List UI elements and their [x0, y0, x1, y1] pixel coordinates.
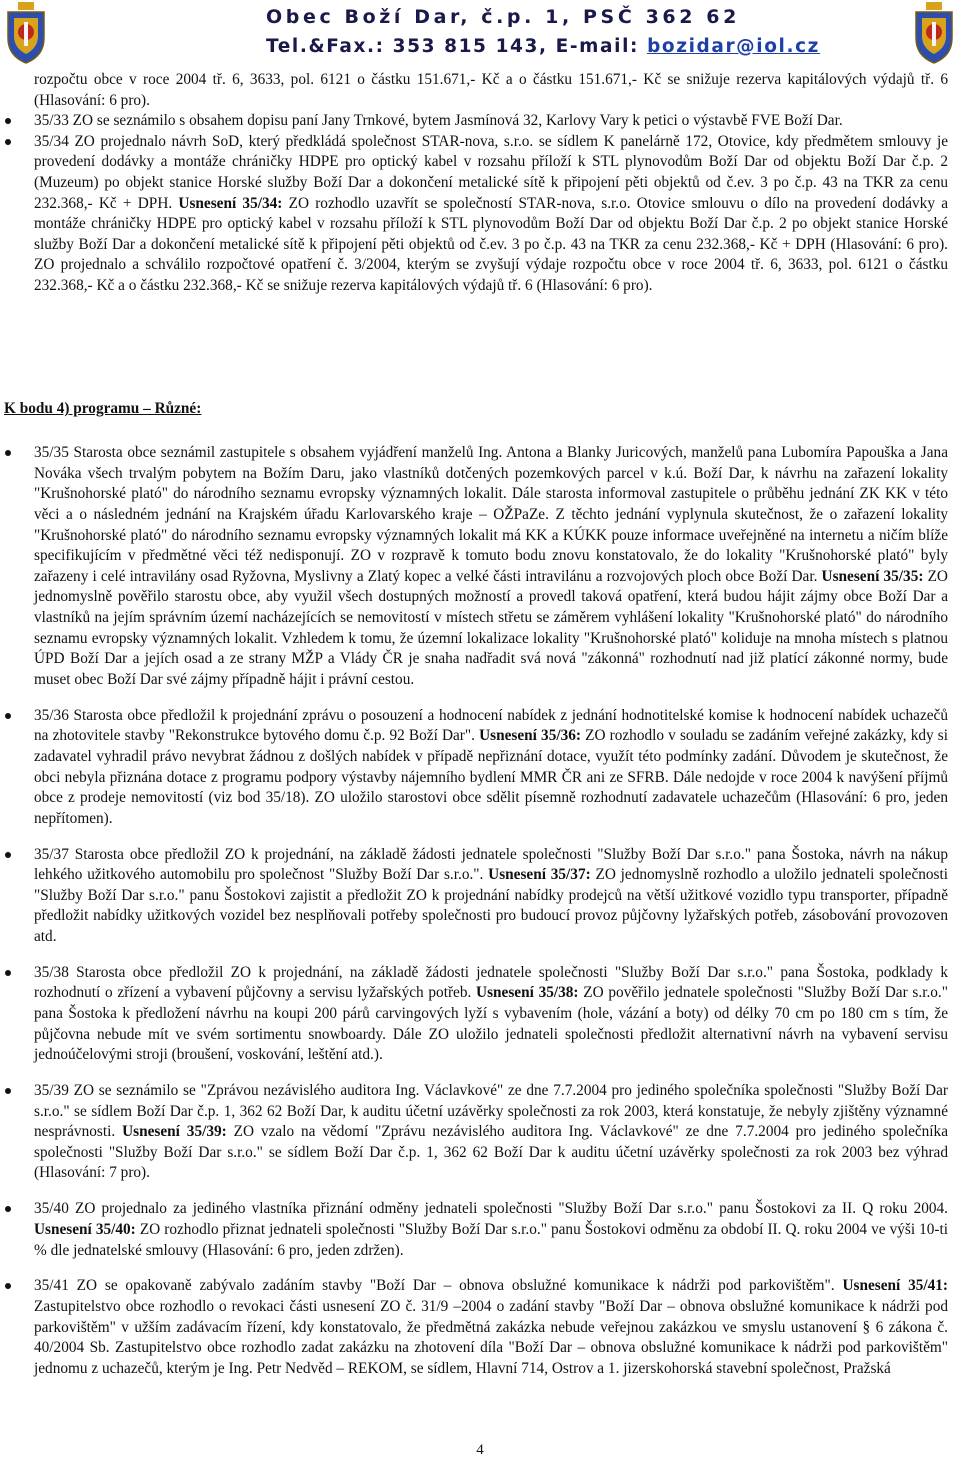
item-body: ZO pověřilo jednatele společnosti "Služby Boží Dar s.r.o." pana Šostoka k předložení návrhu na koupi 200 párů carvingových lyží s vybavením (hole, vázání a boty) od délky 70 cm po 180 cm s tím, že půjčovna nebude mít ve svém sortimentu snowboardy. Dále ZO uložilo jednateli společnosti předložit alternativní návrh na vybavení servisu jednoúčelovými stroji (broušení, voskování, leštění atd.).	[34, 984, 949, 1064]
list-item	[34, 706, 948, 830]
resolution-label: Usnesení 35/36:	[479, 727, 581, 745]
resolution-label: Usnesení 35/39:	[122, 1123, 227, 1141]
item-text	[34, 1081, 948, 1184]
item-body: ZO rozhodlo uzavřít se společností STAR-nova, s.r.o. Otovice smlouvu o dílo na provedení dodávky a montáže chráničky HDPE pro optický kabel v rozsahu příloží k STL plynovodům Boží Dar od objektu Boží Dar č.p. 2 po objekt stanice Horské služby Boží Dar a dokončení metalické sítě k připojení pěti objektů od č.ev. 3 po č.p. 43 na TKR za cenu 232.368,- Kč + DPH (Hlasování: 6 pro). ZO projednalo a schválilo rozpočtové opatření č. 3/2004, kterým se zvyšují výdaje rozpočtu obce v roce 2004 tř. 6, 3633, pol. 6121 o částku 232.368,- Kč a o částku 232.368,- Kč se snižuje rezerva kapitálových výdajů tř. 6 (Hlasování: 6 pro).	[34, 194, 948, 294]
section-heading: K bodu 4) programu – Různé:	[4, 400, 202, 417]
item-body: 35/37 Starosta obce předložil ZO k projednání, na základě žádosti jednatele společnosti "Služby Boží Dar s.r.o." pana Šostoka, návrh na nákup lehkého užitkového automobilu pro společnost "Služby Boží Dar s.r.o.".	[34, 845, 948, 884]
bullet-icon	[5, 1283, 11, 1289]
item-body: 35/39 ZO se seznámilo se "Zprávou nezávislého auditora Ing. Václavkové" ze dne 7.7.2004 pro jediného společníka společnosti "Služby Boží Dar s.r.o." se sídlem Boží Dar č.p. 1, 362 62 Boží Dar, k auditu účetní uzávěrky společnosti za rok 2003, která konstatuje, že nebyly zjištěny významné nesprávnosti.	[34, 1082, 948, 1141]
resolution-label: Usnesení 35/40:	[34, 1220, 136, 1238]
item-text	[34, 845, 948, 948]
item-text	[34, 706, 948, 830]
item-text	[34, 132, 948, 297]
list-item	[34, 1276, 948, 1379]
bullet-icon	[5, 1206, 11, 1212]
continuation-paragraph: rozpočtu obce v roce 2004 tř. 6, 3633, pol. 6121 o částku 151.671,- Kč a o částku 151.671,- Kč se snižuje rezerva kapitálových výdajů tř. 6 (Hlasování: 6 pro).	[34, 71, 948, 109]
list-item	[34, 1081, 948, 1184]
letterhead	[0, 0, 960, 66]
resolution-label: Usnesení 35/41:	[842, 1277, 949, 1295]
municipal-crest-icon	[912, 2, 956, 64]
resolution-label: Usnesení 35/34:	[178, 194, 283, 212]
resolution-label: Usnesení 35/35:	[821, 567, 924, 585]
item-body: ZO jednomyslně rozhodlo a uložilo jednateli společnosti "Služby Boží Dar s.r.o." panu Šostokovi zajistit a předložit ZO k projednání nabídky prodejců na větší užitkové vozidlo typu transporter, případně předložit nabídky užitkových vozidel bez nesplňovali potřeby společnosti pro budoucí provoz půjčovny lyžařských potřeb, zásobování provozoven atd.	[34, 866, 948, 945]
email-link[interactable]: bozidar@iol.cz	[647, 36, 821, 57]
item-body: 35/41 ZO se opakovaně zabývalo zadáním stavby "Boží Dar – obnova obslužné komunikace k nádrži pod parkovištěm".	[34, 1277, 843, 1295]
item-body: ZO rozhodlo v souladu se zadáním veřejné zakázky, kdy si zadavatel vyhradil právo nevybrat žádnou z došlých nabídek v případě nepřiznání dotace, využít této podmínky zadání. Důvodem je skutečnost, že obci nebyla přiznána dotace z programu podpory výstavby nájemního bydlení MMR ČR ani ze SFRB. Dále nedojde v roce 2004 k navýšení příjmů obce z prodeje nemovitostí (viz bod 35/18). ZO uložilo starostovi obce sdělit písemně rozhodnutí zadavatele uchazečům (Hlasování: 6 pro, jeden nepřítomen).	[34, 727, 948, 827]
item-text	[34, 443, 948, 690]
item-body: 35/36 Starosta obce předložil k projednání zprávu o posouzení a hodnocení nabídek z jednání hodnotitelské komise k hodnocení nabídek uchazečů na zhotovitele stavby "Rekonstrukce bytového domu č.p. 92 Boží Dar".	[34, 706, 948, 745]
list-item	[34, 845, 948, 948]
page-number: 4	[476, 1442, 484, 1458]
letterhead-phone: Tel.&Fax.: 353 815 143, E-mail:	[266, 36, 648, 57]
item-text	[34, 1199, 948, 1261]
bullet-icon	[5, 713, 11, 719]
item-text	[34, 963, 948, 1066]
resolution-label: Usnesení 35/38:	[476, 984, 579, 1002]
item-body: 35/40 ZO projednalo za jediného vlastníka přiznání odměny jednateli společnosti "Služby Boží Dar s.r.o." panu Šostokovi za II. Q roku 2004.	[34, 1200, 948, 1218]
list-item	[34, 1199, 948, 1261]
item-body: ZO jednomyslně pověřilo starostu obce, aby využil všech dostupných možností a provedl taková opatření, která budou hájit zájmy obce Boží Dar a vlastníků na jejím správním území nacházejících se nemovitostí v místech střetu se záměrem vyhlášení lokality "Krušnohorské plató" do národního seznamu evropsky významných lokalit. Vzhledem k tomu, že územní lokalizace lokality "Krušnohorské plató" koliduje na mnoha místech s platnou ÚPD Boží Dar a jejích osad a ze strany MŽP a Vlády ČR je snaha nadřadit svá nová "zákonná" rozhodnutí nad již platící zákonné normy, bude muset obec Boží Dar své zájmy případně hájit i právní cestou.	[34, 567, 948, 688]
item-text	[34, 1276, 948, 1379]
bullet-icon	[5, 450, 11, 456]
item-body: ZO vzalo na vědomí "Zprávu nezávislého auditora Ing. Václavkové" ze dne 7.7.2004 pro jediného společníka společnosti "Služby Boží Dar s.r.o." se sídlem Boží Dar č.p. 1, 362 62 Boží Dar k auditu účetní uzávěrky společnosti za rok 2003 bez výhrad (Hlasování: 7 pro).	[34, 1123, 948, 1182]
item-body: 35/34 ZO projednalo návrh SoD, který předkládá společnost STAR-nova, s.r.o. se sídlem K panelárně 172, Otovice, kdy předmětem smlouvy je provedení dodávky a montáže chráničky HDPE pro optický kabel v rozsahu příloží k STL plynovodům Boží Dar od objektu Boží Dar č.p. 2 (Muzeum) po objekt stanice Horské služby Boží Dar a dokončení metalické sítě k připojení pěti objektů od č.ev. 3 po č.p. 43 na TKR za cenu 232.368,- Kč + DPH.	[34, 132, 948, 212]
resolution-label: Usnesení 35/37:	[488, 866, 591, 884]
list-item	[34, 132, 948, 297]
municipal-crest-icon	[4, 2, 48, 64]
item-body: Zastupitelstvo obce rozhodlo o revokaci části usnesení ZO č. 31/9 –2004 o zadání stavby "Boží Dar – obnova obslužné komunikace k nádrži pod parkovištěm" v užším zadávacím řízení, kdy konstatovalo, že předmětná zakázka nebude veřejnou zakázkou ve smyslu ustanovení § 6 zákona č. 40/2004 Sb. Zastupitelstvo obce rozhodlo zadat zakázku na zhotovení díla "Boží Dar – obnova obslužné komunikace k nádrži pod parkovištěm" jednomu z uchazečů, kterým je Ing. Petr Nedvěd – REKOM, se sídlem, Hlavní 714, Ostrov a 1. jizerskohorská stavební společnost, Pražská	[34, 1298, 948, 1377]
minutes-list	[34, 428, 948, 1395]
letterhead-address: Obec Boží Dar, č.p. 1, PSČ 362 62	[266, 6, 740, 28]
bullet-icon	[5, 1088, 11, 1094]
bullet-icon	[5, 139, 11, 145]
item-body: 35/38 Starosta obce předložil ZO k projednání, na základě žádosti jednatele společnosti "Služby Boží Dar s.r.o." pana Šostoka, podklady k rozhodnutí o zřízení a vybavení půjčovny a servisu lyžařských potřeb.	[34, 963, 948, 1002]
list-item	[34, 963, 948, 1066]
minutes-top	[34, 70, 948, 297]
letterhead-contact	[266, 36, 821, 57]
list-item	[34, 443, 948, 690]
item-body: ZO rozhodlo přiznat jednateli společnosti "Služby Boží Dar s.r.o." panu Šostokovi odměnu za období II. Q. roku 2004 ve výši 10-ti % dle jednatelské smlouvy (Hlasování: 6 pro, jeden zdržen).	[34, 1220, 948, 1259]
bullet-icon	[5, 852, 11, 858]
bullet-icon	[5, 970, 11, 976]
bullet-icon	[5, 118, 11, 124]
item-text: 35/33 ZO se seznámilo s obsahem dopisu paní Jany Trnkové, bytem Jasmínová 32, Karlovy Vary k petici o výstavbě FVE Boží Dar.	[34, 112, 843, 130]
list-item	[34, 111, 948, 132]
item-body: 35/35 Starosta obce seznámil zastupitele s obsahem vyjádření manželů Ing. Antona a Blanky Juricových, manželů pana Lubomíra Papouška a Jana Nováka všech trvalým pobytem na Božím Daru, jako vlastníků dotčených pozemkových parcel v k.ú. Boží Dar, k návrhu na zařazení lokality "Krušnohorské plató" do národního seznamu evropsky významných lokalit. Dále starosta informoval zastupitele o průběhu jednání ZK KK v této věci a o následném jednání na Krajském úřadu Karlovarského kraje – OŽPaZe. Z těchto jednání vyplynula skutečnost, že o zařazení lokality "Krušnohorské plató" do národního seznamu evropsky významných lokalit má KK a KÚKK pouze informace uveřejněné na internetu a ničím blíže specifikujícím v předmětné věci též nedisponují. ZO v rozpravě k tomuto bodu znovu konstatovalo, že do lokality "Krušnohorské plató" byly zařazeny i celé intravilány osad Ryžovna, Myslivny a Zlatý kopec a velké části intravilánu a rozvojových ploch obce Boží Dar.	[34, 444, 948, 585]
